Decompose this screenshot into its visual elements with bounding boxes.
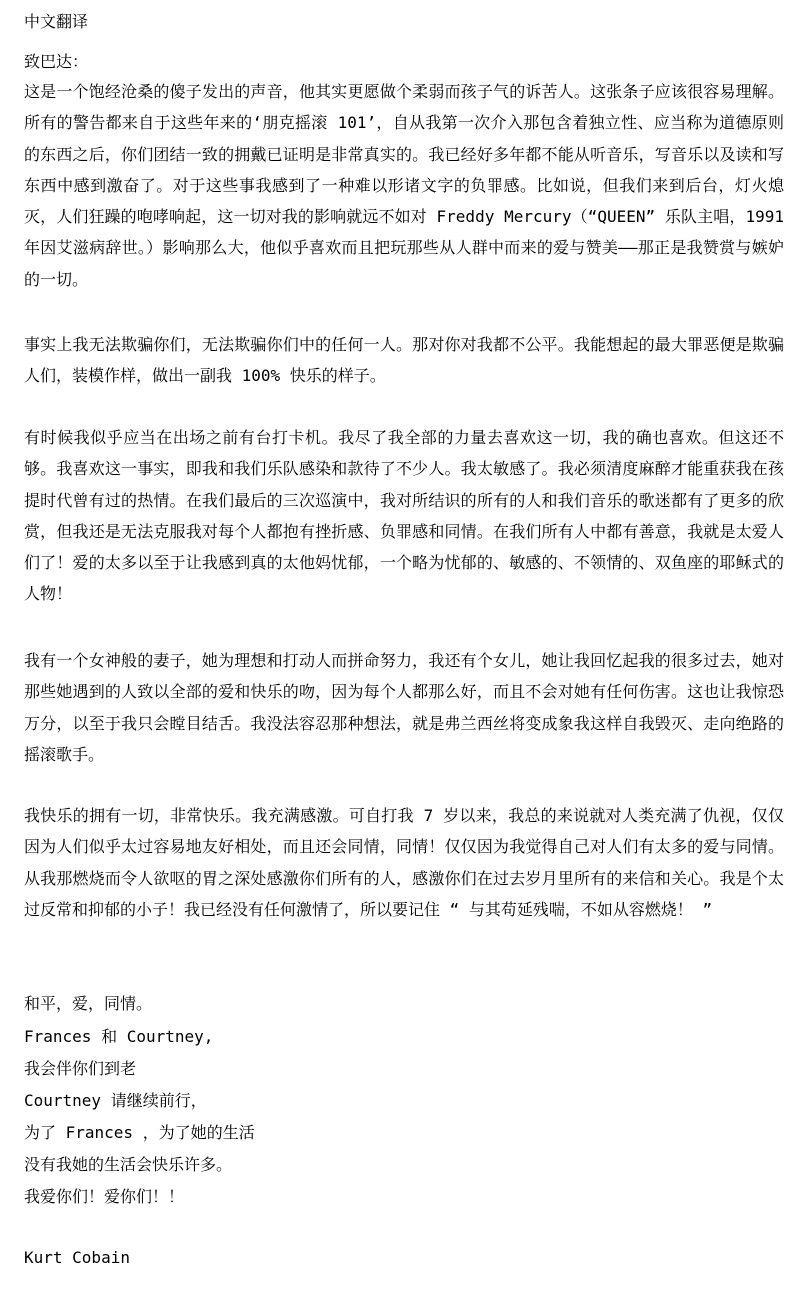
- paragraph-3: 有时候我似乎应当在出场之前有台打卡机。我尽了我全部的力量去喜欢这一切，我的确也喜欢。但这还不够。我喜欢这一事实，即我和我们乐队感染和款待了不少人。我太敏感了。我必须清度麻醉才能重获我在孩提时代曾有过的热情。在我们最后的三次巡演中，我对所结识的所有的人和我们音乐的歌迷都有了更多的欣赏，但我还是无法克服我对每个人都抱有挫折感、负罪感和同情。在我们所有人中都有善意，我就是太爱人们了！爱的太多以至于让我感到真的太他妈忧郁，一个略为忧郁的、敏感的、不领情的、双鱼座的耶稣式的人物！: [24, 428, 784, 604]
- signature: Kurt Cobain: [24, 1248, 130, 1267]
- closing-peace-line: 和平，爱，同情。: [24, 994, 153, 1013]
- paragraph-4: 我有一个女神般的妻子，她为理想和打动人而拼命努力，我还有个女儿，她让我回忆起我的很多过去，她对那些她遇到的人致以全部的爱和快乐的吻，因为每个人都那么好，而且不会对她有任何伤害。这也让我惊恐万分，以至于我只会瞠目结舌。我没法容忍那种想法，就是弗兰西丝将变成象我这样自我毁灭、走向绝路的摇滚歌手。: [24, 651, 784, 764]
- closing-courtney-line: Courtney 请继续前行，: [24, 1091, 207, 1110]
- closing-accompany-line: 我会伴你们到老: [24, 1059, 137, 1078]
- paragraph-2: 事实上我无法欺骗你们，无法欺骗你们中的任何一人。那对你对我都不公平。我能想起的最大罪恶便是欺骗人们，装模作样，做出一副我 100% 快乐的样子。: [24, 335, 784, 386]
- closing-for-frances-line: 为了 Frances ，为了她的生活: [24, 1123, 255, 1142]
- paragraph-1: 这是一个饱经沧桑的傻子发出的声音，他其实更愿做个柔弱而孩子气的诉苦人。这张条子应该很容易理解。所有的警告都来自于这些年来的‘朋克摇滚 101’，自从我第一次介入那包含着独立性、应当称为道德原则的东西之后，你们团结一致的拥戴已证明是非常真实的。我已经好多年都不能从听音乐，写音乐以及读和写东西中感到激奋了。对于这些事我感到了一种难以形诸文字的负罪感。比如说，但我们来到后台，灯火熄灭，人们狂躁的咆哮响起，这一切对我的影响就远不如对 Freddy Mercury（“QUEEN” 乐队主唱，1991 年因艾滋病辞世。）影响那么大，他似乎喜欢而且把玩那些从人群中而来的爱与赞美——那正是我赞赏与嫉妒的一切。: [24, 82, 784, 289]
- closing-love-line: 我爱你们！爱你们！！: [24, 1187, 185, 1206]
- closing-frances-courtney-line: Frances 和 Courtney,: [24, 1027, 214, 1046]
- closing-happier-line: 没有我她的生活会快乐许多。: [24, 1155, 233, 1174]
- paragraph-5: 我快乐的拥有一切，非常快乐。我充满感激。可自打我 7 岁以来，我总的来说就对人类充满了仇视，仅仅因为人们似乎太过容易地友好相处，而且还会同情，同情！仅仅因为我觉得自己对人们有太多的爱与同情。从我那燃烧而令人欲呕的胃之深处感激你们所有的人，感激你们在过去岁月里所有的来信和关心。我是个太过反常和抑郁的小子！我已经没有任何激情了，所以要记住 “ 与其苟延残喘，不如从容燃烧！ ”: [24, 806, 784, 919]
- salutation: 致巴达：: [24, 52, 89, 71]
- document-title: 中文翻译: [24, 12, 89, 31]
